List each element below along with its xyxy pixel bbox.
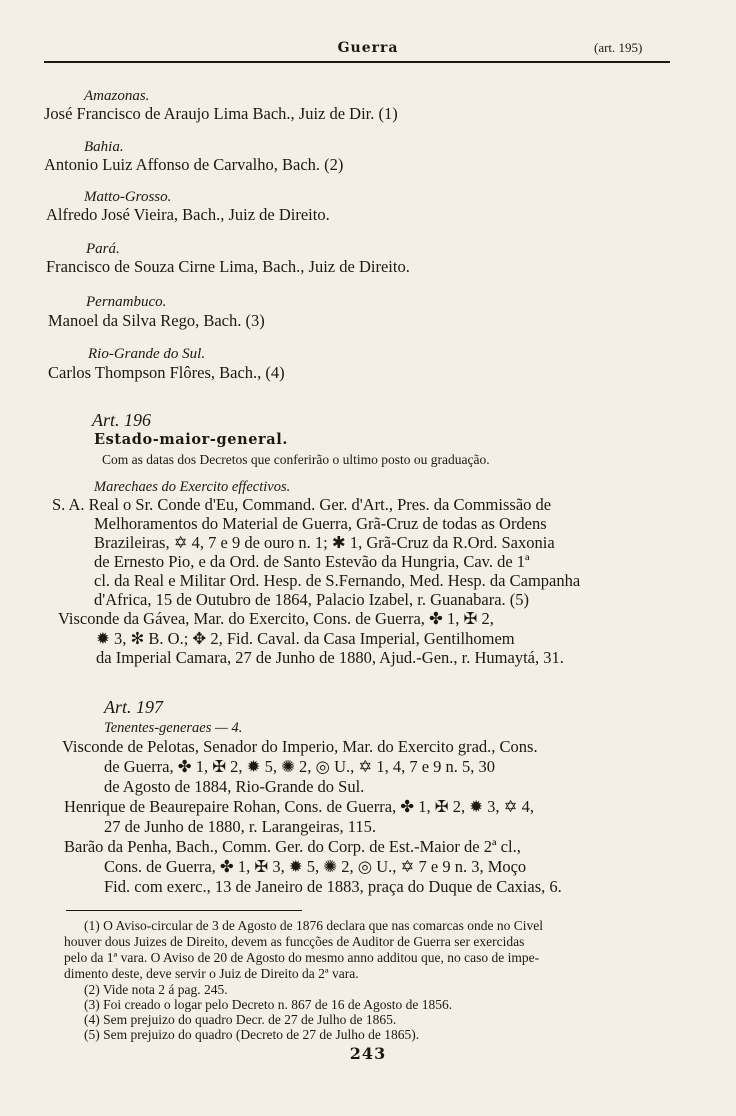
place-heading: Pará. xyxy=(86,241,120,257)
place-heading: Amazonas. xyxy=(84,88,150,104)
place-heading: Rio-Grande do Sul. xyxy=(88,346,206,362)
place-heading: Pernambuco. xyxy=(86,294,167,310)
section-title: Estado-maior-general. xyxy=(94,431,289,448)
footnote-line: (2) Vide nota 2 á pag. 245. xyxy=(84,982,228,997)
entry-line: ✹ 3, ✻ B. O.; ✥ 2, Fid. Caval. da Casa Imperial, Gentilhomem xyxy=(96,629,515,648)
footnote-line: dimento deste, deve servir o Juiz de Direito da 2ª vara. xyxy=(64,966,359,981)
entry-line: de Agosto de 1884, Rio-Grande do Sul. xyxy=(104,777,365,796)
article-197-heading: Art. 197 xyxy=(104,697,164,717)
footnote-line: houver dous Juizes de Direito, devem as funcções de Auditor de Guerra ser exercidas xyxy=(64,934,525,949)
category-heading: Tenentes-generaes — 4. xyxy=(104,720,243,736)
footnote-line: pelo da 1ª vara. O Aviso de 20 de Agosto do mesmo anno additou que, no caso de impe- xyxy=(64,950,540,965)
entry-line: de Guerra, ✤ 1, ✠ 2, ✹ 5, ✺ 2, ◎ U., ✡ 1, 4, 7 e 9 n. 5, 30 xyxy=(104,757,496,776)
section-note: Com as datas dos Decretos que conferirão o ultimo posto ou graduação. xyxy=(102,452,490,467)
footnote-rule xyxy=(66,910,302,911)
header-rule xyxy=(44,61,670,63)
entry-line: Fid. com exerc., 13 de Janeiro de 1883, praça do Duque de Caxias, 6. xyxy=(104,877,562,896)
entry-line: 27 de Junho de 1880, r. Larangeiras, 115. xyxy=(104,817,377,836)
judge-entry: Antonio Luiz Affonso de Carvalho, Bach. (2) xyxy=(44,155,344,174)
footnote-line: (4) Sem prejuizo do quadro Decr. de 27 de Julho de 1865. xyxy=(84,1012,397,1027)
judge-entry: Carlos Thompson Flôres, Bach., (4) xyxy=(48,363,285,382)
entry-line: cl. da Real e Militar Ord. Hesp. de S.Fernando, Med. Hesp. da Campanha xyxy=(94,571,581,590)
place-heading: Matto-Grosso. xyxy=(84,189,172,205)
entry-line: Visconde de Pelotas, Senador do Imperio, Mar. do Exercito grad., Cons. xyxy=(62,737,538,756)
entry-line: Brazileiras, ✡ 4, 7 e 9 de ouro n. 1; ✱ 1, Grã-Cruz da R.Ord. Saxonia xyxy=(94,533,555,552)
judge-entry: Manoel da Silva Rego, Bach. (3) xyxy=(48,311,265,330)
article-reference: (art. 195) xyxy=(594,40,643,55)
entry-line: Cons. de Guerra, ✤ 1, ✠ 3, ✹ 5, ✺ 2, ◎ U., ✡ 7 e 9 n. 3, Moço xyxy=(104,857,527,876)
footnote-line: (1) O Aviso-circular de 3 de Agosto de 1876 declara que nas comarcas onde no Civel xyxy=(84,918,543,933)
page-number: 243 xyxy=(349,1044,387,1063)
entry-line: Barão da Penha, Bach., Comm. Ger. do Corp. de Est.-Maior de 2ª cl., xyxy=(64,837,521,856)
entry-line: Melhoramentos do Material de Guerra, Grã-Cruz de todas as Ordens xyxy=(94,514,547,533)
entry-line: da Imperial Camara, 27 de Junho de 1880, Ajud.-Gen., r. Humaytá, 31. xyxy=(96,648,564,667)
place-heading: Bahia. xyxy=(84,139,124,155)
category-heading: Marechaes do Exercito effectivos. xyxy=(94,479,291,495)
footnote-line: (3) Foi creado o logar pelo Decreto n. 867 de 16 de Agosto de 1856. xyxy=(84,997,453,1012)
judge-entry: Alfredo José Vieira, Bach., Juiz de Direito. xyxy=(46,205,330,224)
entry-line: S. A. Real o Sr. Conde d'Eu, Command. Ger. d'Art., Pres. da Commissão de xyxy=(52,495,552,514)
entry-line: Henrique de Beaurepaire Rohan, Cons. de Guerra, ✤ 1, ✠ 2, ✹ 3, ✡ 4, xyxy=(64,797,534,816)
entry-line: d'Africa, 15 de Outubro de 1864, Palacio Izabel, r. Guanabara. (5) xyxy=(94,590,530,609)
judge-entry: Francisco de Souza Cirne Lima, Bach., Juiz de Direito. xyxy=(46,257,410,276)
running-title: Guerra xyxy=(337,40,399,56)
entry-line: de Ernesto Pio, e da Ord. de Santo Estevão da Hungria, Cav. de 1ª xyxy=(94,552,530,571)
article-196-heading: Art. 196 xyxy=(92,410,152,430)
footnote-line: (5) Sem prejuizo do quadro (Decreto de 27 de Julho de 1865). xyxy=(84,1027,420,1042)
entry-line: Visconde da Gávea, Mar. do Exercito, Cons. de Guerra, ✤ 1, ✠ 2, xyxy=(58,609,494,628)
judge-entry: José Francisco de Araujo Lima Bach., Juiz de Dir. (1) xyxy=(44,104,398,123)
